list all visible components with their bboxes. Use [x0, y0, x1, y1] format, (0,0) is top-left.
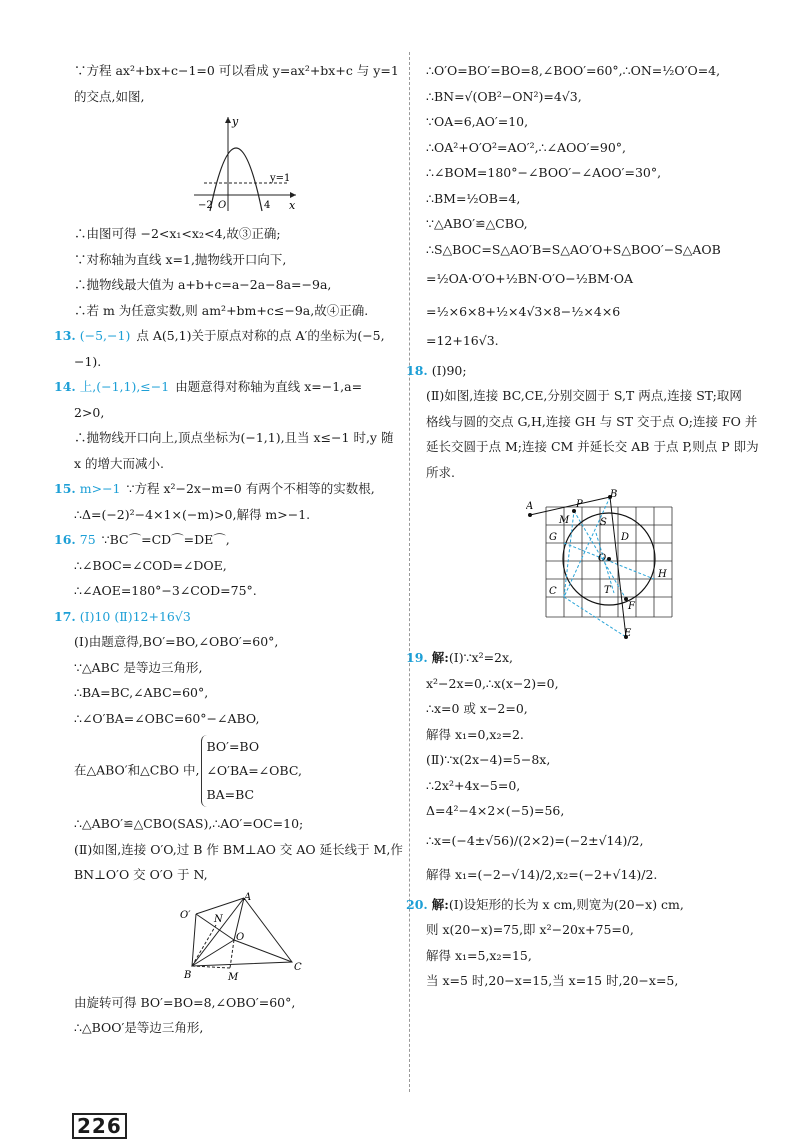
text-line: 延长交圆于点 M;连接 CM 并延长交 AB 于点 P,则点 P 即为 — [426, 439, 759, 454]
question-number: 20. — [406, 896, 428, 912]
equation-system-line — [74, 735, 399, 807]
text-line: 解得 x₁=(−2−√14)/2,x₂=(−2+√14)/2. — [426, 866, 658, 882]
text-line: x 的增大而减小. — [74, 455, 164, 471]
solution-label: 解: — [431, 650, 449, 665]
equation: BO′=BO — [206, 739, 260, 754]
text-line: 则 x(20−x)=75,即 x²−20x+75=0, — [426, 922, 634, 937]
text-line: (Ⅱ)如图,连接 O′O,过 B 作 BM⊥AO 交 AO 延长线于 M,作 — [74, 841, 403, 857]
question-number: 14. — [54, 379, 76, 394]
question-number: 17. — [54, 608, 76, 624]
point-label: F — [628, 601, 635, 612]
text-line: ∴∠BOM=180°−∠BOO′−∠AOO′=30°, — [426, 165, 662, 180]
page-number: 226 — [72, 1113, 127, 1139]
text-line: ∴抛物线开口向上,顶点坐标为(−1,1),且当 x≤−1 时,y 随 — [74, 430, 394, 445]
text-line: ∴由图可得 −2<x₁<x₂<4,故③正确; — [74, 226, 281, 241]
grid-circle-figure — [526, 489, 756, 639]
point-label: M — [228, 971, 239, 982]
text-line: ∴OA²+O′O²=AO′²,∴∠AOO′=90°, — [426, 139, 627, 155]
column-divider — [409, 52, 410, 1092]
origin-label: O — [218, 200, 227, 211]
text-line: ∵OA=6,AO′=10, — [426, 114, 529, 129]
point-label: G — [549, 532, 557, 543]
answer: (Ⅰ)10 (Ⅱ)12+16√3 — [79, 608, 191, 624]
text-line: 所求. — [426, 464, 455, 480]
question-number: 15. — [54, 481, 76, 496]
text-line: ∴S△BOC=S△AO′B=S△AO′O+S△BOO′−S△AOB — [426, 241, 721, 257]
triangle-figure — [174, 892, 399, 986]
text-line: ∴2x²+4x−5=0, — [426, 777, 521, 793]
text-line: (Ⅱ)∵x(2x−4)=5−8x, — [426, 752, 551, 767]
answer: (Ⅰ)90; — [431, 362, 467, 378]
point-label: E — [624, 628, 632, 639]
right-column — [406, 58, 759, 994]
text-line: ∴抛物线最大值为 a+b+c=a−2a−8a=−9a, — [74, 277, 332, 292]
point-label: B — [610, 489, 618, 500]
answer: 75 — [79, 532, 96, 547]
text-line: ∴Δ=(−2)²−4×1×(−m)>0,解得 m>−1. — [74, 506, 311, 522]
text: 点 A(5,1)关于原点对称的点 A′的坐标为(−5, — [136, 328, 385, 343]
point-label: O′ — [180, 909, 191, 921]
text-line: 格线与圆的交点 G,H,连接 GH 与 ST 交于点 O;连接 FO 并 — [426, 413, 758, 429]
text-line: 由旋转可得 BO′=BO=8,∠OBO′=60°, — [74, 994, 296, 1010]
text-line: ∴∠BOC=∠COD=∠DOE, — [74, 557, 227, 573]
text-line: ∵对称轴为直线 x=1,抛物线开口向下, — [74, 251, 287, 267]
text-line: ∴x=(−4±√56)/(2×2)=(−2±√14)/2, — [426, 832, 644, 848]
text-line: (Ⅱ)如图,连接 BC,CE,分别交圆于 S,T 两点,连接 ST;取网 — [426, 388, 742, 403]
text-line: ∵方程 ax²+bx+c−1=0 可以看成 y=ax²+bx+c 与 y=1 — [74, 63, 399, 78]
point-label: C — [549, 586, 557, 597]
x-axis-label: x — [289, 199, 296, 212]
point-label: A — [244, 891, 252, 903]
point-label: D — [621, 532, 630, 543]
text-line: ∴BM=½OB=4, — [426, 190, 521, 206]
point-label: M — [559, 515, 570, 526]
text-line: ∴BA=BC,∠ABC=60°, — [74, 685, 209, 700]
text-line: ∴BN=√(OB²−ON²)=4√3, — [426, 88, 582, 104]
question-17 — [54, 604, 399, 630]
text-line: ∴△BOO′是等边三角形, — [74, 1020, 204, 1035]
point-label: S — [600, 517, 607, 528]
text-line: ∵△ABC 是等边三角形, — [74, 659, 203, 675]
question-number: 18. — [406, 362, 428, 378]
question-16 — [54, 527, 399, 553]
point-label: H — [658, 569, 667, 580]
point-label: B — [184, 969, 192, 981]
tick-label: 4 — [264, 200, 271, 211]
answer: 上,(−1,1),≤−1 — [79, 379, 170, 394]
equation: BA=BC — [206, 787, 255, 802]
point-label: N — [214, 913, 223, 925]
text-line: =½×6×8+½×4√3×8−½×4×6 — [426, 304, 621, 319]
equation: ∠O′BA=∠OBC, — [206, 763, 302, 778]
text: ∵BC⌒=CD⌒=DE⌒, — [101, 532, 230, 547]
text-line: ∴若 m 为任意实数,则 am²+bm+c≤−9a,故④正确. — [74, 302, 369, 318]
point-label: A — [526, 501, 534, 512]
text: 由题意得对称轴为直线 x=−1,a= — [175, 379, 363, 394]
text-line: 当 x=5 时,20−x=15,当 x=15 时,20−x=5, — [426, 973, 679, 988]
parabola-figure — [184, 113, 399, 217]
text-line: ∴O′O=BO′=BO=8,∠BOO′=60°,∴ON=½O′O=4, — [426, 63, 721, 78]
y-axis-label: y — [232, 115, 239, 128]
text-line: (Ⅰ)由题意得,BO′=BO,∠OBO′=60°, — [74, 634, 279, 649]
text-line: ∵△ABO′≌△CBO, — [426, 216, 528, 231]
text-line: 解得 x₁=5,x₂=15, — [426, 947, 532, 963]
text-line: BN⊥O′O 交 O′O 于 N, — [74, 867, 208, 882]
text: (Ⅰ)设矩形的长为 x cm,则宽为(20−x) cm, — [448, 896, 684, 912]
text: (Ⅰ)∵x²=2x, — [448, 650, 514, 665]
text-line: ∴∠AOE=180°−3∠COD=75°. — [74, 583, 257, 598]
text-line: ∴△ABO′≌△CBO(SAS),∴AO′=OC=10; — [74, 816, 304, 831]
point-label: T — [604, 585, 611, 596]
answer: (−5,−1) — [79, 328, 131, 343]
question-19 — [406, 645, 756, 671]
question-14 — [54, 374, 399, 400]
text-line: 2>0, — [74, 404, 105, 420]
text-line: =12+16√3. — [426, 333, 499, 348]
question-13 — [54, 323, 399, 349]
solution-label: 解: — [431, 896, 449, 912]
question-18 — [406, 358, 756, 384]
equation-system — [201, 735, 301, 807]
question-number: 16. — [54, 532, 76, 547]
question-15 — [54, 476, 399, 502]
text-line: =½OA·O′O+½BN·O′O−½BM·OA — [426, 271, 634, 286]
text-line: 解得 x₁=0,x₂=2. — [426, 726, 524, 742]
answer: m>−1 — [79, 481, 121, 496]
question-number: 13. — [54, 328, 76, 343]
text: ∵方程 x²−2x−m=0 有两个不相等的实数根, — [126, 481, 375, 496]
left-column — [54, 58, 403, 1041]
text-line: Δ=4²−4×2×(−5)=56, — [426, 803, 565, 818]
point-label: O — [236, 931, 245, 943]
line-label: y=1 — [270, 173, 291, 184]
point-label: C — [294, 961, 302, 973]
question-number: 19. — [406, 650, 428, 665]
text-line: x²−2x=0,∴x(x−2)=0, — [426, 675, 559, 691]
text-line: ∴∠O′BA=∠OBC=60°−∠ABO, — [74, 710, 260, 726]
text: 在△ABO′和△CBO 中, — [74, 762, 200, 778]
tick-label: −2 — [198, 200, 213, 211]
text-line: ∴x=0 或 x−2=0, — [426, 701, 528, 716]
question-20 — [406, 892, 756, 918]
point-label: O — [598, 553, 607, 564]
point-label: P — [576, 499, 583, 510]
text-line: 的交点,如图, — [74, 88, 145, 104]
text-line: −1). — [74, 353, 102, 369]
